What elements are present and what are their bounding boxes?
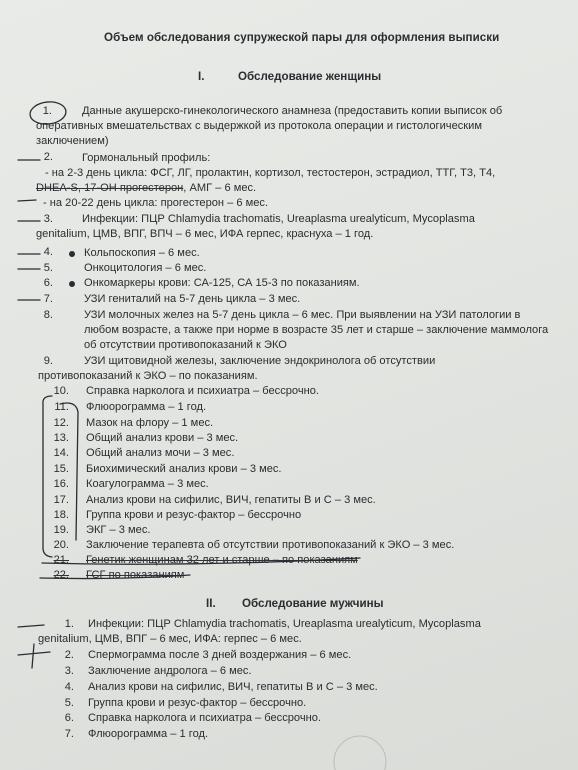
struck-item-text: Генетик женщинам 32 лет и старше – по показаниям <box>86 554 358 566</box>
item-text: Инфекции: ПЦР Chlamydia trachomatis, Ureaplasma urealyticum, Mycoplasma <box>82 213 475 225</box>
item-number: 19. <box>53 524 69 536</box>
item-text: Общий анализ крови – 3 мес. <box>86 432 239 444</box>
pen-plus-mark <box>18 644 50 668</box>
item-number: 2. <box>64 649 74 661</box>
item-number: 6. <box>43 277 53 289</box>
item-number: 10. <box>53 385 69 397</box>
item-text: Спермограмма после 3 дней воздержания – 6 мес. <box>88 649 352 661</box>
pen-dash-mark <box>18 200 36 201</box>
item-text: Справка нарколога и психиатра – бессрочно. <box>86 385 319 397</box>
item-text: Инфекции: ПЦР Chlamydia trachomatis, Ureaplasma urealyticum, Mycoplasma <box>88 618 481 630</box>
item-text: Флюорограмма – 1 год. <box>88 728 209 740</box>
item-text: УЗИ гениталий на 5-7 день цикла – 3 мес. <box>84 293 301 305</box>
item-text: Кольпоскопия – 6 мес. <box>84 247 200 259</box>
item-text: - на 20-22 день цикла: прогестерон – 6 мес. <box>43 197 269 209</box>
item-text: Заключение терапевта об отсутствии противопоказаний к ЭКО – 3 мес. <box>86 539 455 551</box>
item-text: - на 2-3 день цикла: ФСГ, ЛГ, пролактин, кортизол, тестостерон, эстрадиол, ТТГ, Т3, Т4, <box>45 167 496 179</box>
item-number: 7. <box>43 293 53 305</box>
item-number: 14. <box>53 447 69 459</box>
item-number: 13. <box>53 432 69 444</box>
pen-dot-mark <box>69 281 75 287</box>
item-text: , АМГ – 6 мес. <box>183 182 257 194</box>
item-number: 3. <box>43 213 53 225</box>
item-number: 22. <box>53 569 69 581</box>
item-number: 5. <box>64 697 74 709</box>
item-text: любом возрасте, а также при норме в возрасте 35 лет и старше – заключение маммолога <box>84 324 549 336</box>
item-text: genitalium, ЦМВ, ВПГ – 6 мес, ИФА: герпес – 6 мес. <box>38 633 302 645</box>
section-ii-roman: II. <box>206 597 216 610</box>
section-i-roman: I. <box>198 70 205 83</box>
item-number: 16. <box>53 478 69 490</box>
item-number: 15. <box>53 463 69 475</box>
item-number: 6. <box>64 712 74 724</box>
item-text: Данные акушерско-гинекологического анамнеза (предоставить копии выписок об <box>82 105 503 117</box>
item-number: 18. <box>53 509 69 521</box>
item-number: 1. <box>64 618 74 630</box>
item-text: Онкоцитология – 6 мес. <box>84 262 207 274</box>
item-text: Онкомаркеры крови: СА-125, СА 15-3 по показаниям. <box>84 277 360 289</box>
struck-item-text: ГСГ по показаниям <box>86 569 185 581</box>
item-text: Группа крови и резус-фактор – бессрочно. <box>88 697 307 709</box>
item-text: Справка нарколога и психиатра – бессрочно. <box>88 712 321 724</box>
item-number: 17. <box>53 494 69 506</box>
item-text: Мазок на флору – 1 мес. <box>86 417 214 429</box>
item-number: 7. <box>64 728 74 740</box>
section-ii-title: Обследование мужчины <box>242 597 384 610</box>
item-number: 21. <box>53 554 69 566</box>
document-title: Объем обследования супружеской пары для оформления выписки <box>104 31 500 44</box>
item-text: заключением) <box>36 135 109 147</box>
item-text: genitalium, ЦМВ, ВПГ, ВПЧ – 6 мес, ИФА герпес, краснуха – 1 год. <box>36 228 374 240</box>
item-text: Анализ крови на сифилис, ВИЧ, гепатиты В и С – 3 мес. <box>86 494 376 506</box>
item-text: оперативных вмешательствах с выдержкой из протокола операции и гистологическим <box>36 120 482 132</box>
item-number: 8. <box>43 309 53 321</box>
item-number: 9. <box>43 355 53 367</box>
section-i-title: Обследование женщины <box>238 70 382 83</box>
item-number: 4. <box>43 246 53 258</box>
item-text: Флюорограмма – 1 год. <box>86 401 207 413</box>
item-text: Общий анализ мочи – 3 мес. <box>86 447 235 459</box>
item-number: 4. <box>64 681 74 693</box>
item-number: 5. <box>43 262 53 274</box>
item-text-line <box>36 181 256 196</box>
item-text: Гормональный профиль: <box>82 152 211 164</box>
item-text: Заключение андролога – 6 мес. <box>88 665 252 677</box>
item-text: ЭКГ – 3 мес. <box>86 524 151 536</box>
item-text: противопоказаний к ЭКО – по показаниям. <box>38 370 258 382</box>
item-text: Группа крови и резус-фактор – бессрочно <box>86 509 302 521</box>
item-text: УЗИ щитовидной железы, заключение эндокринолога об отсутствии <box>84 355 436 367</box>
pen-dash-mark <box>18 625 44 627</box>
item-text: Коагулограмма – 3 мес. <box>86 478 209 490</box>
item-text: об отсутствии противопоказаний к ЭКО <box>84 339 287 351</box>
item-text: Биохимический анализ крови – 3 мес. <box>86 463 282 475</box>
item-number: 1. <box>42 105 52 117</box>
item-number: 20. <box>53 539 69 551</box>
item-number: 12. <box>53 417 69 429</box>
pen-dot-mark <box>69 251 75 257</box>
item-number: 2. <box>43 151 53 163</box>
struck-text: DHEA-S, 17-ОН прогестерон <box>36 182 184 194</box>
item-number: 3. <box>64 665 74 677</box>
faint-stamp <box>334 736 386 770</box>
item-text: УЗИ молочных желез на 5-7 день цикла – 6 мес. При выявлении на УЗИ патологии в <box>84 309 521 321</box>
item-number: 11. <box>54 401 69 413</box>
item-text: Анализ крови на сифилис, ВИЧ, гепатиты В и С – 3 мес. <box>88 681 378 693</box>
